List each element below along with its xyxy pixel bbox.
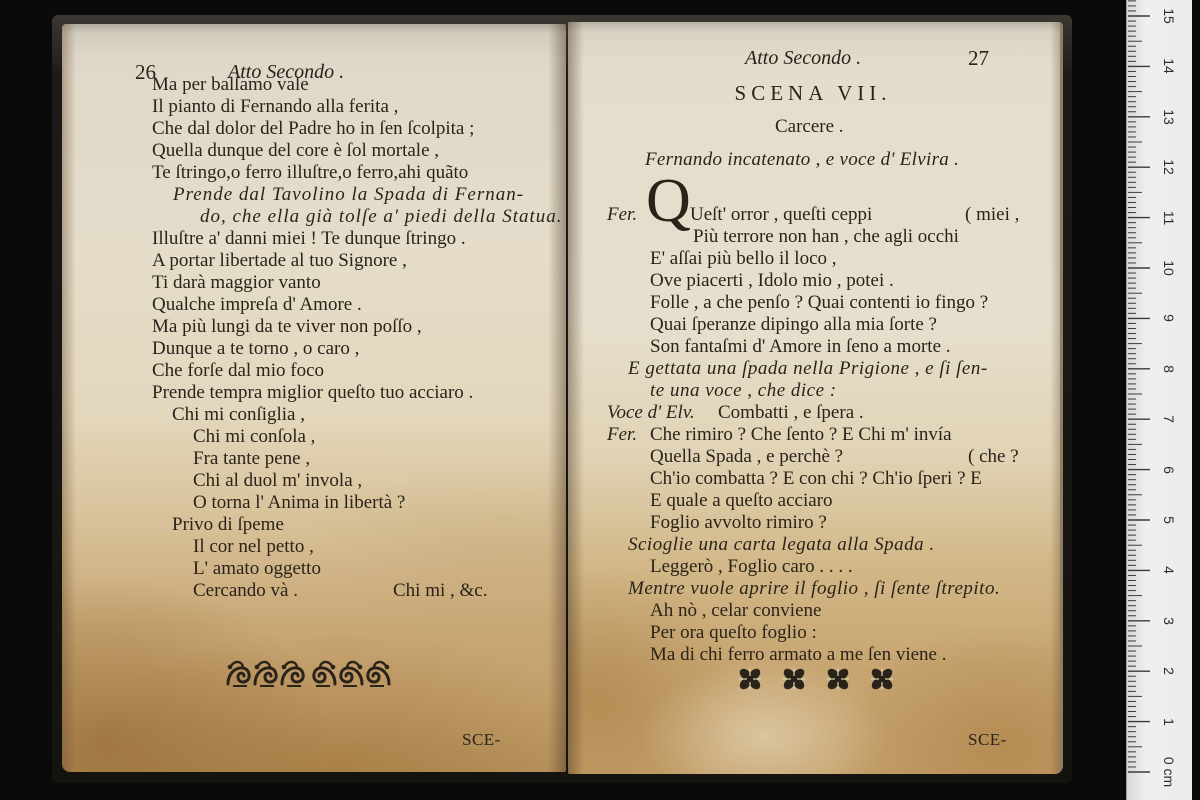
ruler-label: 3 <box>1161 617 1177 625</box>
verse-text: Ch'io combatta ? E con chi ? Ch'io ſperi ? E <box>650 468 982 489</box>
verse-line: Ma per balſamo vale <box>152 74 309 95</box>
verse-text: E quale a queſto acciaro <box>650 490 833 511</box>
ruler-label: 15 <box>1161 8 1177 24</box>
dialogue-line <box>568 490 1063 512</box>
verse-column <box>152 74 563 602</box>
scene-title: SCENA VII. <box>734 81 892 105</box>
da-capo-cue: Chi mi , &c. <box>393 580 488 601</box>
running-head: Atto Secondo . <box>745 47 862 69</box>
stage-direction <box>568 578 1063 600</box>
page-number: 27 <box>968 46 989 70</box>
stage-direction <box>568 380 1063 402</box>
ruler-label: 14 <box>1161 58 1177 74</box>
stage-direction-text: Mentre vuole aprire il foglio , ſi ſente ſtrepito. <box>628 578 1001 599</box>
ruler-label: 4 <box>1161 566 1177 574</box>
measuring-ruler <box>1126 0 1192 800</box>
verse-line: Ti darà maggior vanto <box>152 272 321 293</box>
ruler-label: 12 <box>1161 159 1177 175</box>
ruler-label: 13 <box>1161 109 1177 125</box>
dialogue-line <box>568 292 1063 314</box>
verse-text: Quai ſperanze dipingo alla mia ſorte ? <box>650 314 937 335</box>
turnover-text: ( che ? <box>968 446 1019 467</box>
verse-text: E' aſſai più bello il loco , <box>650 248 837 269</box>
stage-direction <box>568 534 1063 556</box>
ruler-label: 1 <box>1161 718 1177 726</box>
verse-text: Ah nò , celar conviene <box>650 600 822 621</box>
verse-text: Ove piacerti , Idolo mio , potei . <box>650 270 894 291</box>
verse-line: Te ſtringo,o ferro illuſtre,o ferro,ahi quãto <box>152 162 469 183</box>
aria-line-last <box>152 580 563 602</box>
ruler-label: 0 cm <box>1161 756 1177 788</box>
verse-text: Che rimiro ? Che ſento ? E Chi m' invía <box>650 424 952 445</box>
aria-line: L' amato oggetto <box>193 558 321 579</box>
page-number: 26 <box>135 60 156 84</box>
right-page <box>568 22 1063 774</box>
dialogue-line <box>568 204 1063 226</box>
verse-text: Ueſt' orror , queſti ceppi <box>690 204 873 225</box>
ruler-label: 5 <box>1161 516 1177 524</box>
stage-direction-text: Scioglie una carta legata alla Spada . <box>628 534 935 555</box>
verse-line: Illuſtre a' danni miei ! Te dunque ſtringo . <box>152 228 466 249</box>
ruler-label: 6 <box>1161 466 1177 474</box>
dialogue-line <box>568 424 1063 446</box>
ruler-label: 10 <box>1161 260 1177 276</box>
verse-line: Dunque a te torno , o caro , <box>152 338 360 359</box>
ruler-label: 11 <box>1161 210 1177 226</box>
dialogue-line <box>568 644 1063 666</box>
verse-line: Qualche impreſa d' Amore . <box>152 294 362 315</box>
verse-line: Ma più lungi da te viver non poſſo , <box>152 316 422 337</box>
running-head: Atto Secondo . <box>228 61 345 83</box>
stage-direction: Prende dal Tavolino la Spada di Fernan- <box>173 184 525 205</box>
ruler-label: 7 <box>1161 415 1177 423</box>
fleuron-icon <box>735 665 897 693</box>
dialogue-line <box>568 314 1063 336</box>
aria-line: Fra tante pene , <box>193 448 311 469</box>
dialogue-line <box>568 622 1063 644</box>
verse-text: Per ora queſto foglio : <box>650 622 817 643</box>
drop-cap: Q <box>646 167 691 235</box>
verse-line: A portar libertade al tuo Signore , <box>152 250 407 271</box>
dialogue-line <box>568 270 1063 292</box>
dialogue-line <box>568 468 1063 490</box>
aria-line: Chi mi conſola , <box>193 426 316 447</box>
dialogue-line <box>568 402 1063 424</box>
verse-line: Il pianto di Fernando alla ferita , <box>152 96 399 117</box>
fleuron-band-icon <box>225 657 392 690</box>
aria-line-text: Cercando và . <box>193 580 298 601</box>
dialogue-line <box>568 248 1063 270</box>
verse-text: Combatti , e ſpera . <box>718 402 864 423</box>
verse-line: Che dal dolor del Padre ho in ſen ſcolpita ; <box>152 118 475 139</box>
aria-line: Chi al duol m' invola , <box>193 470 363 491</box>
ruler-label: 2 <box>1161 667 1177 675</box>
speaker-label: Fer. <box>607 424 638 445</box>
aria-line: Chi mi conſiglia , <box>172 404 305 425</box>
speaker-label: Voce d' Elv. <box>607 402 695 423</box>
dialogue-line <box>568 600 1063 622</box>
dialogue-column <box>568 204 1063 666</box>
dialogue-line <box>568 226 1063 248</box>
dialogue-line <box>568 446 1063 468</box>
verse-line: Quella dunque del core è ſol mortale , <box>152 140 440 161</box>
verse-text: Leggerò , Foglio caro . . . . <box>650 556 853 577</box>
speaker-label: Fer. <box>607 204 638 225</box>
catchword: SCE- <box>462 730 501 749</box>
dialogue-line <box>568 512 1063 534</box>
scene-setting: Carcere . <box>775 116 844 137</box>
verse-text: Foglio avvolto rimiro ? <box>650 512 827 533</box>
turnover-text: ( miei , <box>965 204 1020 225</box>
verse-text: Son fantaſmi d' Amore in ſeno a morte . <box>650 336 951 357</box>
left-page <box>62 24 566 772</box>
dialogue-line <box>568 556 1063 578</box>
stage-direction-text: E gettata una ſpada nella Prigione , e ſi ſen- <box>628 358 988 379</box>
verse-text: Ma di chi ferro armato a me ſen viene . <box>650 644 947 665</box>
verse-text: Quella Spada , e perchè ? <box>650 446 844 467</box>
dialogue-line <box>568 336 1063 358</box>
stage-direction <box>568 358 1063 380</box>
scene-characters: Fernando incatenato , e voce d' Elvira . <box>645 149 960 170</box>
verse-line: Prende tempra miglior queſto tuo acciaro . <box>152 382 474 403</box>
ruler-ticks <box>1127 0 1193 800</box>
verse-text: Folle , a che penſo ? Quai contenti io fingo ? <box>650 292 989 313</box>
catchword: SCE- <box>968 730 1007 749</box>
stage-direction: do, che ella già tolſe a' piedi della Statua. <box>200 206 563 227</box>
verse-text: Più terrore non han , che agli occhi <box>693 226 959 247</box>
verse-line: Che forſe dal mio foco <box>152 360 325 381</box>
ruler-label: 8 <box>1161 365 1177 373</box>
aria-line: Il cor nel petto , <box>193 536 314 557</box>
aria-line: Privo di ſpeme <box>172 514 284 535</box>
ruler-label: 9 <box>1161 314 1177 322</box>
stage-direction-text: te una voce , che dice : <box>650 380 837 401</box>
aria-line: O torna l' Anima in libertà ? <box>193 492 406 513</box>
